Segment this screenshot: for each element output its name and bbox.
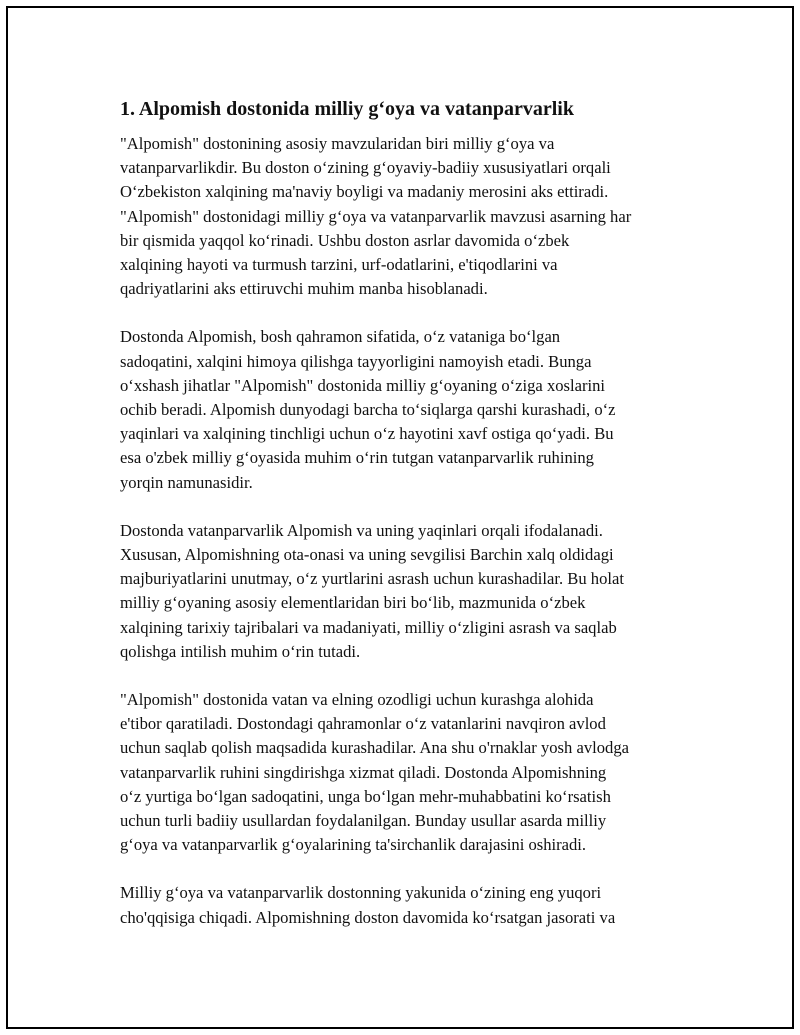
paragraphs-container	[120, 132, 710, 930]
paragraph-line: e'tibor qaratiladi. Dostondagi qahramonlar o‘z vatanlarini navqiron avlod	[120, 714, 606, 734]
paragraph-line: majburiyatlarini unutmay, o‘z yurtlarini asrash uchun kurashadilar. Bu holat	[120, 569, 624, 589]
paragraph-line: cho'qqisiga chiqadi. Alpomishning doston davomida ko‘rsatgan jasorati va	[120, 907, 616, 927]
paragraph-line: Dostonda Alpomish, bosh qahramon sifatida, o‘z vataniga bo‘lgan	[120, 327, 561, 347]
paragraph	[120, 132, 710, 301]
document-body	[120, 96, 710, 954]
paragraph	[120, 688, 710, 857]
paragraph-line: yorqin namunasidir.	[120, 472, 253, 492]
paragraph-line: "Alpomish" dostonidagi milliy g‘oya va vatanparvarlik mavzusi asarning har	[120, 206, 632, 226]
paragraph-line: uchun turli badiiy usullardan foydalanilgan. Bunday usullar asarda milliy	[120, 811, 607, 831]
paragraph-line: ochib beradi. Alpomish dunyodagi barcha to‘siqlarga qarshi kurashadi, o‘z	[120, 400, 616, 420]
paragraph	[120, 881, 710, 929]
paragraph-line: sadoqatini, xalqini himoya qilishga tayyorligini namoyish etadi. Bunga	[120, 351, 592, 371]
paragraph-line: o‘xshash jihatlar "Alpomish" dostonida milliy g‘oyaning o‘ziga xoslarini	[120, 375, 606, 395]
paragraph-line: vatanparvarlikdir. Bu doston o‘zining g‘oyaviy-badiiy xususiyatlari orqali	[120, 158, 611, 178]
paragraph	[120, 325, 710, 494]
paragraph-line: qadriyatlarini aks ettiruvchi muhim manba hisoblanadi.	[120, 279, 488, 299]
paragraph-line: Dostonda vatanparvarlik Alpomish va uning yaqinlari orqali ifodalanadi.	[120, 520, 603, 540]
paragraph-line: yaqinlari va xalqining tinchligi uchun o‘z hayotini xavf ostiga qo‘yadi. Bu	[120, 424, 614, 444]
paragraph-line: esa o'zbek milliy g‘oyasida muhim o‘rin tutgan vatanparvarlik ruhining	[120, 448, 594, 468]
paragraph-line: xalqining hayoti va turmush tarzini, urf-odatlarini, e'tiqodlarini va	[120, 255, 558, 275]
paragraph-line: vatanparvarlik ruhini singdirishga xizmat qiladi. Dostonda Alpomishning	[120, 762, 607, 782]
paragraph-line: O‘zbekiston xalqining ma'naviy boyligi va madaniy merosini aks ettiradi.	[120, 182, 609, 202]
paragraph-line: milliy g‘oyaning asosiy elementlaridan biri bo‘lib, mazmunida o‘zbek	[120, 593, 586, 613]
page-frame	[6, 6, 794, 1029]
paragraph-line: Milliy g‘oya va vatanparvarlik dostonning yakunida o‘zining eng yuqori	[120, 883, 602, 903]
paragraph-line: xalqining tarixiy tajribalari va madaniyati, milliy o‘zligini asrash va saqlab	[120, 617, 617, 637]
paragraph-line: Xususan, Alpomishning ota-onasi va uning sevgilisi Barchin xalq oldidagi	[120, 545, 614, 565]
paragraph-line: bir qismida yaqqol ko‘rinadi. Ushbu doston asrlar davomida o‘zbek	[120, 230, 570, 250]
paragraph-line: uchun saqlab qolish maqsadida kurashadilar. Ana shu o'rnaklar yosh avlodga	[120, 738, 629, 758]
paragraph-line: qolishga intilish muhim o‘rin tutadi.	[120, 641, 361, 661]
paragraph-line: "Alpomish" dostonining asosiy mavzularidan biri milliy g‘oya va	[120, 134, 555, 153]
paragraph-line: o‘z yurtiga bo‘lgan sadoqatini, unga bo‘lgan mehr-muhabbatini ko‘rsatish	[120, 786, 611, 806]
paragraph	[120, 519, 710, 664]
section-heading: 1. Alpomish dostonida milliy g‘oya va vatanparvarlik	[120, 98, 574, 120]
paragraph-line: "Alpomish" dostonida vatan va elning ozodligi uchun kurashga alohida	[120, 690, 594, 710]
paragraph-line: g‘oya va vatanparvarlik g‘oyalarining ta'sirchanlik darajasini oshiradi.	[120, 835, 587, 855]
